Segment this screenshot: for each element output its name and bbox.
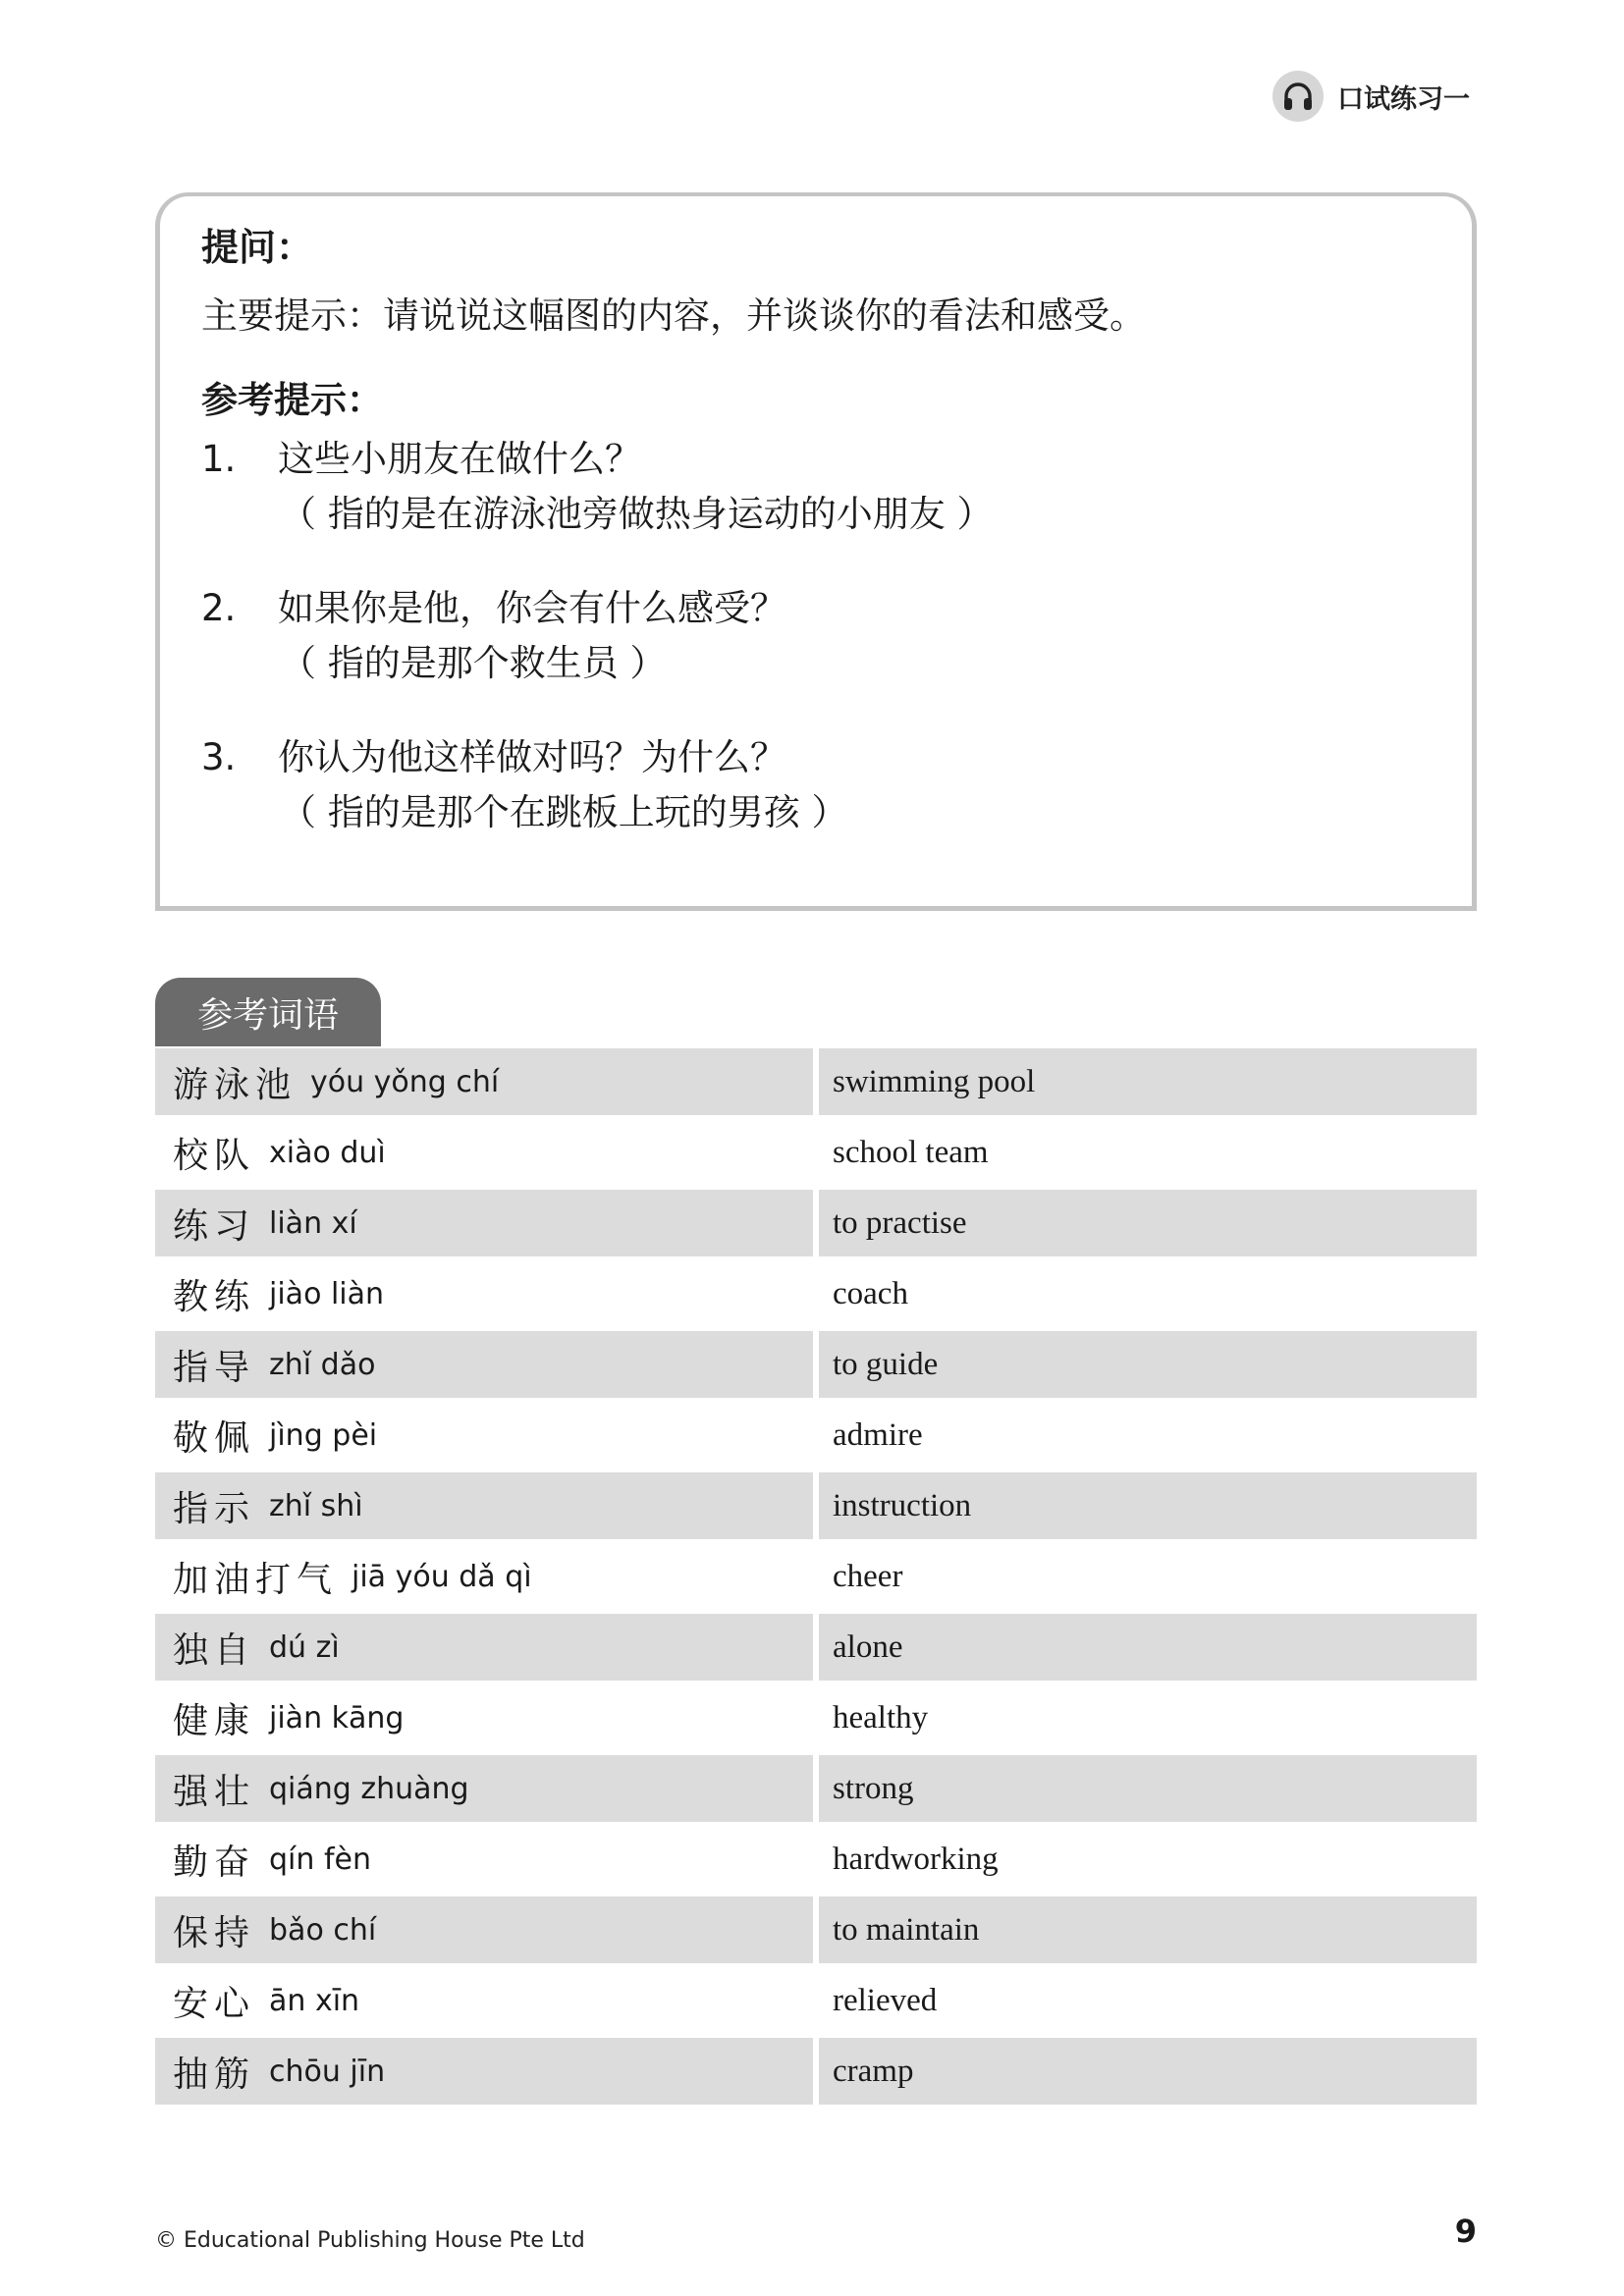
vocab-chinese-cell (155, 1119, 813, 1186)
vocab-pinyin: yóu yǒng chí (310, 1064, 500, 1099)
vocab-title: 参考词语 (155, 978, 381, 1046)
vocab-pinyin: bǎo chí (269, 1912, 377, 1948)
vocab-english-cell (819, 1967, 1477, 2034)
vocab-pinyin: zhǐ shì (269, 1488, 363, 1523)
prompt-question: 如果你是他，你会有什么感受？ (278, 587, 786, 630)
vocab-chinese-cell (155, 1826, 813, 1893)
prompt-item (201, 581, 1442, 691)
vocab-row (155, 1402, 1477, 1472)
vocab-english-cell (819, 1755, 1477, 1822)
vocab-row (155, 1755, 1477, 1826)
vocab-english: healthy (833, 1699, 929, 1735)
vocab-pinyin: qín fèn (269, 1842, 371, 1877)
vocab-row (155, 1826, 1477, 1896)
vocab-row (155, 1331, 1477, 1402)
vocab-chinese-cell (155, 1967, 813, 2034)
vocab-pinyin: jìng pèi (269, 1417, 378, 1453)
vocab-english: to practise (833, 1204, 967, 1241)
vocab-pinyin: xiào duì (269, 1135, 386, 1170)
prompt-note: （ 指的是在游泳池旁做热身运动的小朋友 ） (280, 493, 994, 536)
vocab-row (155, 2038, 1477, 2109)
header-title: 口试练习一 (1337, 83, 1470, 115)
vocab-english-cell (819, 1543, 1477, 1610)
vocab-english: admire (833, 1416, 923, 1453)
vocab-chinese-cell (155, 1402, 813, 1468)
vocab-english-cell (819, 1826, 1477, 1893)
vocab-hanzi: 加油打气 (173, 1559, 339, 1600)
vocab-row (155, 1190, 1477, 1260)
vocab-chinese-cell (155, 1755, 813, 1822)
vocab-hanzi: 保持 (173, 1912, 256, 1953)
main-prompt: 主要提示：请说说这幅图的内容，并谈谈你的看法和感受。 (201, 294, 1146, 337)
vocab-english: school team (833, 1134, 989, 1170)
prompt-item (201, 432, 1442, 542)
vocab-pinyin: jiàn kāng (269, 1700, 405, 1735)
vocab-row (155, 1684, 1477, 1755)
vocab-chinese-cell (155, 1684, 813, 1751)
vocab-chinese-cell (155, 1614, 813, 1681)
vocab-chinese-cell (155, 1472, 813, 1539)
vocab-english-cell (819, 1684, 1477, 1751)
reference-prompt-heading: 参考提示： (201, 378, 383, 421)
vocab-hanzi: 游泳池 (173, 1064, 298, 1105)
vocab-pinyin: jiào liàn (269, 1276, 385, 1311)
vocab-hanzi: 敬佩 (173, 1417, 256, 1459)
vocab-chinese-cell (155, 1048, 813, 1115)
vocab-pinyin: dú zì (269, 1629, 340, 1665)
vocab-pinyin: liàn xí (269, 1205, 357, 1241)
vocab-english: to guide (833, 1346, 939, 1382)
prompt-number: 3. (201, 736, 237, 779)
vocab-english-cell (819, 1190, 1477, 1256)
vocab-table (155, 1048, 1477, 2109)
question-box (155, 192, 1477, 911)
vocab-row (155, 1260, 1477, 1331)
prompt-list (201, 432, 1442, 840)
vocab-row (155, 1472, 1477, 1543)
prompt-number: 2. (201, 587, 237, 630)
vocab-english: strong (833, 1770, 914, 1806)
vocab-english: alone (833, 1629, 903, 1665)
vocab-pinyin: qiáng zhuàng (269, 1771, 469, 1806)
prompt-note: （ 指的是那个救生员 ） (280, 642, 667, 685)
vocab-english: hardworking (833, 1841, 999, 1877)
vocab-english: swimming pool (833, 1063, 1036, 1099)
vocab-hanzi: 指示 (173, 1488, 256, 1529)
prompt-item (201, 730, 1442, 840)
page-number: 9 (1454, 2213, 1477, 2250)
vocab-english-cell (819, 1896, 1477, 1963)
vocab-pinyin: ān xīn (269, 1983, 360, 2018)
copyright: © Educational Publishing House Pte Ltd (155, 2228, 585, 2253)
vocab-english: cheer (833, 1558, 903, 1594)
prompt-body (278, 581, 786, 691)
vocab-english: to maintain (833, 1911, 980, 1948)
question-heading: 提问： (201, 226, 314, 269)
vocab-row (155, 1967, 1477, 2038)
prompt-body (278, 730, 848, 840)
vocab-hanzi: 校队 (173, 1135, 256, 1176)
vocab-english-cell (819, 2038, 1477, 2105)
vocab-english: instruction (833, 1487, 972, 1523)
vocab-hanzi: 抽筋 (173, 2054, 256, 2095)
vocab-chinese-cell (155, 2038, 813, 2105)
vocab-row (155, 1896, 1477, 1967)
vocab-chinese-cell (155, 1331, 813, 1398)
vocab-hanzi: 强壮 (173, 1771, 256, 1812)
prompt-question: 这些小朋友在做什么？ (278, 438, 641, 481)
vocab-english-cell (819, 1119, 1477, 1186)
vocab-chinese-cell (155, 1190, 813, 1256)
vocab-chinese-cell (155, 1260, 813, 1327)
vocab-english-cell (819, 1402, 1477, 1468)
vocab-hanzi: 练习 (173, 1205, 256, 1247)
vocab-chinese-cell (155, 1543, 813, 1610)
vocab-row (155, 1614, 1477, 1684)
prompt-body (278, 432, 994, 542)
vocab-pinyin: jiā yóu dǎ qì (352, 1559, 532, 1594)
vocab-english-cell (819, 1614, 1477, 1681)
vocab-chinese-cell (155, 1896, 813, 1963)
vocab-row (155, 1119, 1477, 1190)
vocab-row (155, 1048, 1477, 1119)
vocab-english-cell (819, 1472, 1477, 1539)
vocab-row (155, 1543, 1477, 1614)
vocab-english: cramp (833, 2053, 914, 2089)
prompt-note: （ 指的是那个在跳板上玩的男孩 ） (280, 791, 848, 834)
vocab-hanzi: 独自 (173, 1629, 256, 1671)
headphones-icon (1272, 71, 1324, 122)
prompt-number: 1. (201, 438, 237, 481)
vocab-pinyin: zhǐ dǎo (269, 1347, 376, 1382)
vocab-hanzi: 指导 (173, 1347, 256, 1388)
page-header (1272, 71, 1470, 122)
vocab-english-cell (819, 1048, 1477, 1115)
vocab-hanzi: 健康 (173, 1700, 256, 1741)
vocab-english-cell (819, 1260, 1477, 1327)
vocab-english: relieved (833, 1982, 938, 2018)
vocab-hanzi: 勤奋 (173, 1842, 256, 1883)
vocab-hanzi: 安心 (173, 1983, 256, 2024)
prompt-question: 你认为他这样做对吗？为什么？ (278, 736, 786, 779)
vocab-english-cell (819, 1331, 1477, 1398)
vocab-hanzi: 教练 (173, 1276, 256, 1317)
vocab-english: coach (833, 1275, 908, 1311)
vocab-pinyin: chōu jīn (269, 2054, 386, 2089)
